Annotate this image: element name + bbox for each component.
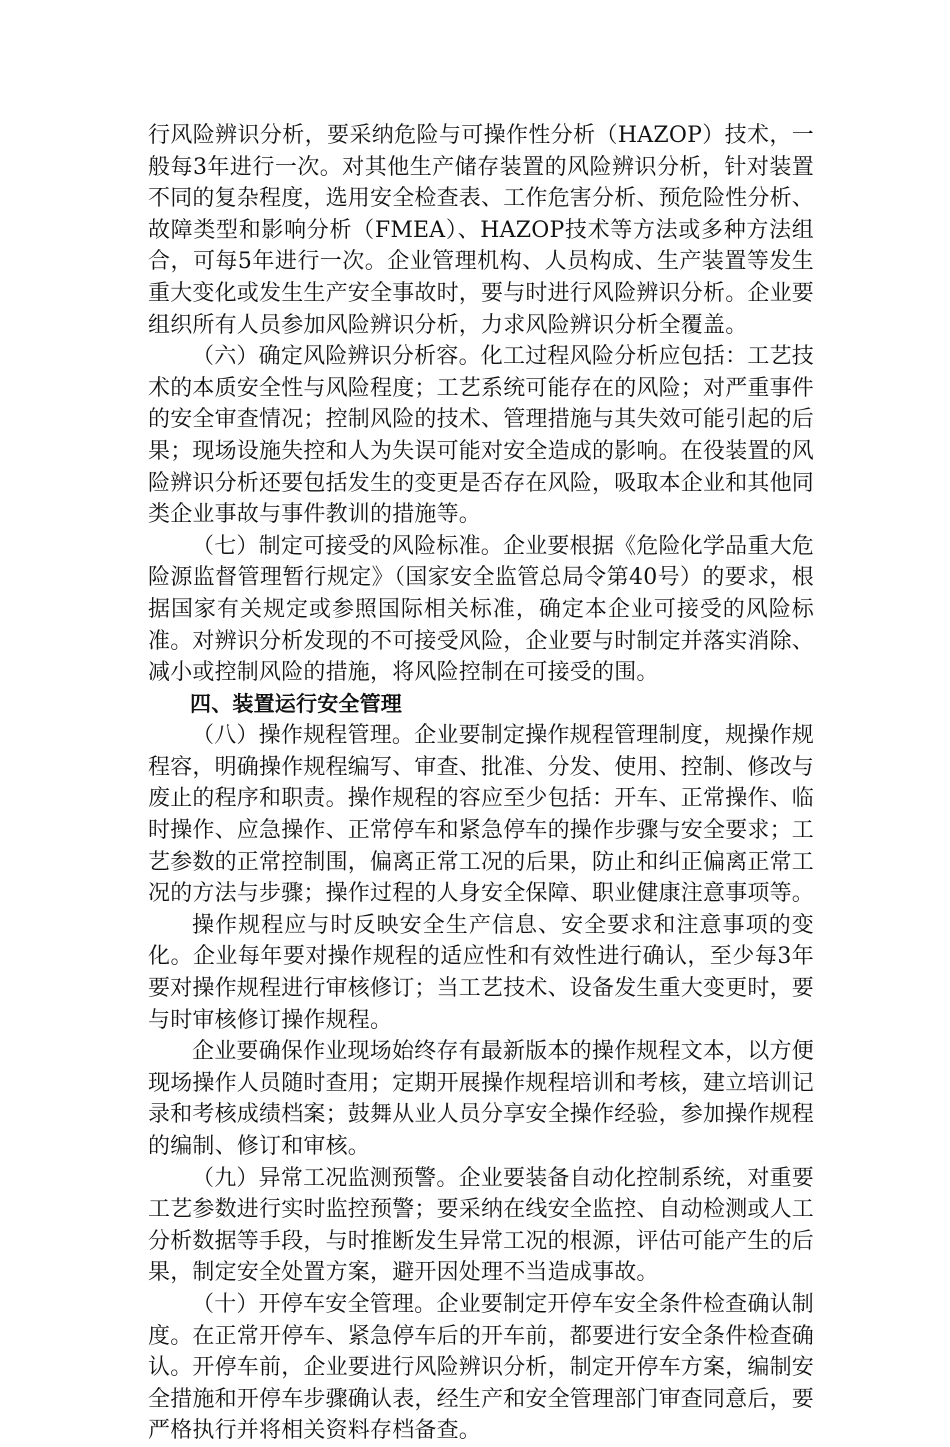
document-page — [148, 120, 814, 1447]
paragraph-item-7: （七）制定可接受的风险标准。企业要根据《危险化学品重大危险源监督管理暂行规定》（国家安全监管总局令第40号）的要求，根据国家有关规定或参照国际相关标准，确定本企业可接受的风险标准。对辨识分析发现的不可接受风险，企业要与时制定并落实消除、减小或控制风险的措施，将风险控制在可接受的围。 — [148, 533, 815, 686]
paragraph-procedure-updates: 操作规程应与时反映安全生产信息、安全要求和注意事项的变化。企业每年要对操作规程的适应性和有效性进行确认，至少每3年要对操作规程进行审核修订；当工艺技术、设备发生重大变更时，要与时审核修订操作规程。 — [148, 912, 815, 1033]
paragraph-item-6: （六）确定风险辨识分析容。化工过程风险分析应包括：工艺技术的本质安全性与风险程度；工艺系统可能存在的风险；对严重事件的安全审查情况；控制风险的技术、管理措施与其失效可能引起的后果；现场设施失控和人为失误可能对安全造成的影响。在役装置的风险辨识分析还要包括发生的变更是否存在风险，吸取本企业和其他同类企业事故与事件教训的措施等。 — [148, 344, 815, 528]
paragraph-item-9: （九）异常工况监测预警。企业要装备自动化控制系统，对重要工艺参数进行实时监控预警；要采纳在线安全监控、自动检测或人工分析数据等手段，与时推断发生异常工况的根源，评估可能产生的后果，制定安全处置方案，避开因处理不当造成事故。 — [148, 1165, 815, 1286]
paragraph-risk-analysis-frequency: 行风险辨识分析，要采纳危险与可操作性分析（HAZOP）技术，一般每3年进行一次。对其他生产储存装置的风险辨识分析，针对装置不同的复杂程度，选用安全检查表、工作危害分析、预危险性分析、故障类型和影响分析（FMEA）、HAZOP技术等方法或多种方法组合，可每5年进行一次。企业管理机构、人员构成、生产装置等发生重大变化或发生生产安全事故时，要与时进行风险辨识分析。企业要组织所有人员参加风险辨识分析，力求风险辨识分析全覆盖。 — [148, 123, 815, 338]
section-heading-device-operation: 四、装置运行安全管理 — [190, 691, 402, 716]
paragraph-item-8: （八）操作规程管理。企业要制定操作规程管理制度，规操作规程容，明确操作规程编写、审查、批准、分发、使用、控制、修改与废止的程序和职责。操作规程的容应至少包括：开车、正常操作、临时操作、应急操作、正常停车和紧急停车的操作步骤与安全要求；工艺参数的正常控制围，偏离正常工况的后果，防止和纠正偏离正常工况的方法与步骤；操作过程的人身安全保障、职业健康注意事项等。 — [148, 723, 815, 907]
paragraph-item-10: （十）开停车安全管理。企业要制定开停车安全条件检查确认制度。在正常开停车、紧急停车后的开车前，都要进行安全条件检查确认。开停车前，企业要进行风险辨识分析，制定开停车方案，编制安全措施和开停车步骤确认表，经生产和安全管理部门审查同意后，要严格执行并将相关资料存档备查。 — [148, 1291, 815, 1444]
paragraph-procedure-availability: 企业要确保作业现场始终存有最新版本的操作规程文本，以方便现场操作人员随时查用；定期开展操作规程培训和考核，建立培训记录和考核成绩档案；鼓舞从业人员分享安全操作经验，参加操作规程的编制、修订和审核。 — [148, 1039, 815, 1159]
